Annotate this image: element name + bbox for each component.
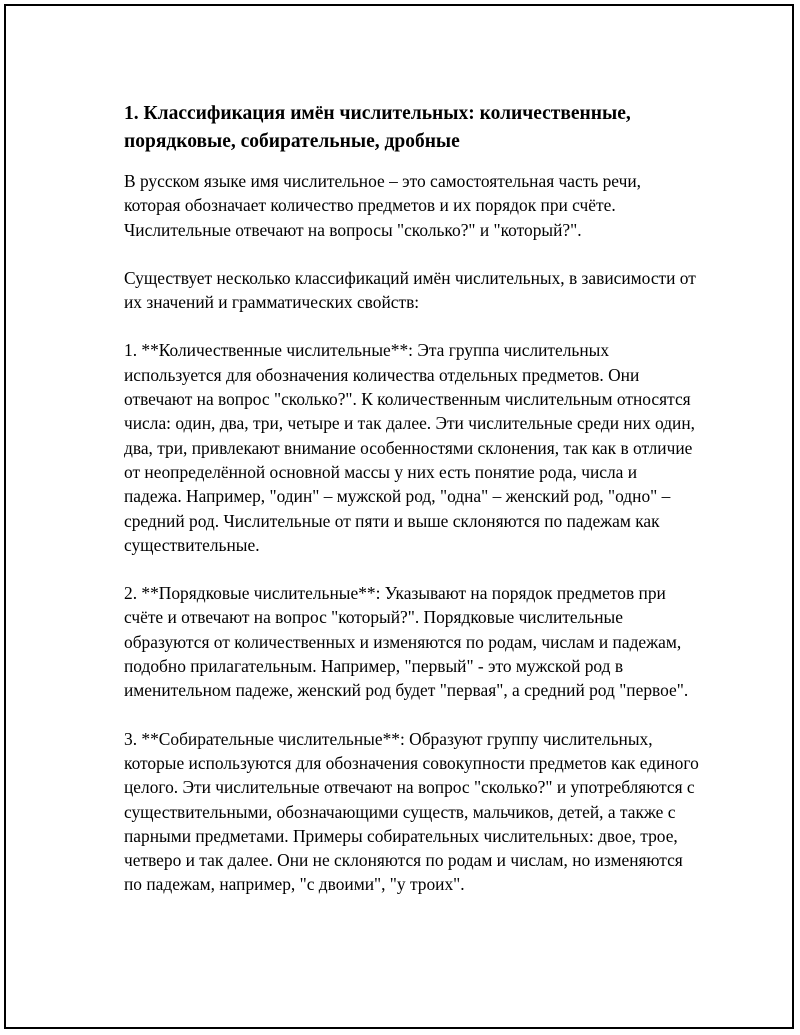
paragraph-collective: 3. **Собирательные числительные**: Образуют группу числительных, которые используются для обозначения совокупности предметов как единого целого. Эти числительные отвечают на вопрос "сколько?" и употребляются с существительными, обозначающими существ, мальчиков, детей, а также с парными предметами. Примеры собирательных числительных: двое, трое, четверо и так далее. Они не склоняются по родам и числам, но изменяются по падежам, например, "с двоими", "у троих". <box>124 728 699 895</box>
paragraph-intro: В русском языке имя числительное – это самостоятельная часть речи, которая обозначает количество предметов и их порядок при счёте. Числительные отвечают на вопросы "сколько?" и "который?". <box>124 171 641 240</box>
paragraph-classifications: Существует несколько классификаций имён числительных, в зависимости от их значений и грамматических свойств: <box>124 267 696 313</box>
paragraph-cardinal: 1. **Количественные числительные**: Эта группа числительных используется для обозначения количества отдельных предметов. Они отвечают на вопрос "сколько?". К количественным числительным относятся числа: один, два, три, четыре и так далее. Эти числительные среди них один, два, три, привлекают внимание особенностями склонения, так как в отличие от неопределённой основной массы у них есть понятие рода, числа и падежа. Например, "один" – мужской род, "одна" – женский род, "одно" – средний род. Числительные от пяти и выше склоняются по падежам как существительные. <box>124 340 696 555</box>
paragraph-ordinal: 2. **Порядковые числительные**: Указывают на порядок предметов при счёте и отвечают на вопрос "который?". Порядковые числительные образуются от количественных и изменяются по родам, числам и падежам, подобно прилагательным. Например, "первый" - это мужской род в именительном падеже, женский род будет "первая", а средний род "первое". <box>124 583 689 701</box>
page-frame <box>4 4 794 1029</box>
document-title: 1. Классификация имён числительных: количественные, порядковые, собирательные, дробные <box>124 103 631 152</box>
document-body <box>124 100 699 921</box>
